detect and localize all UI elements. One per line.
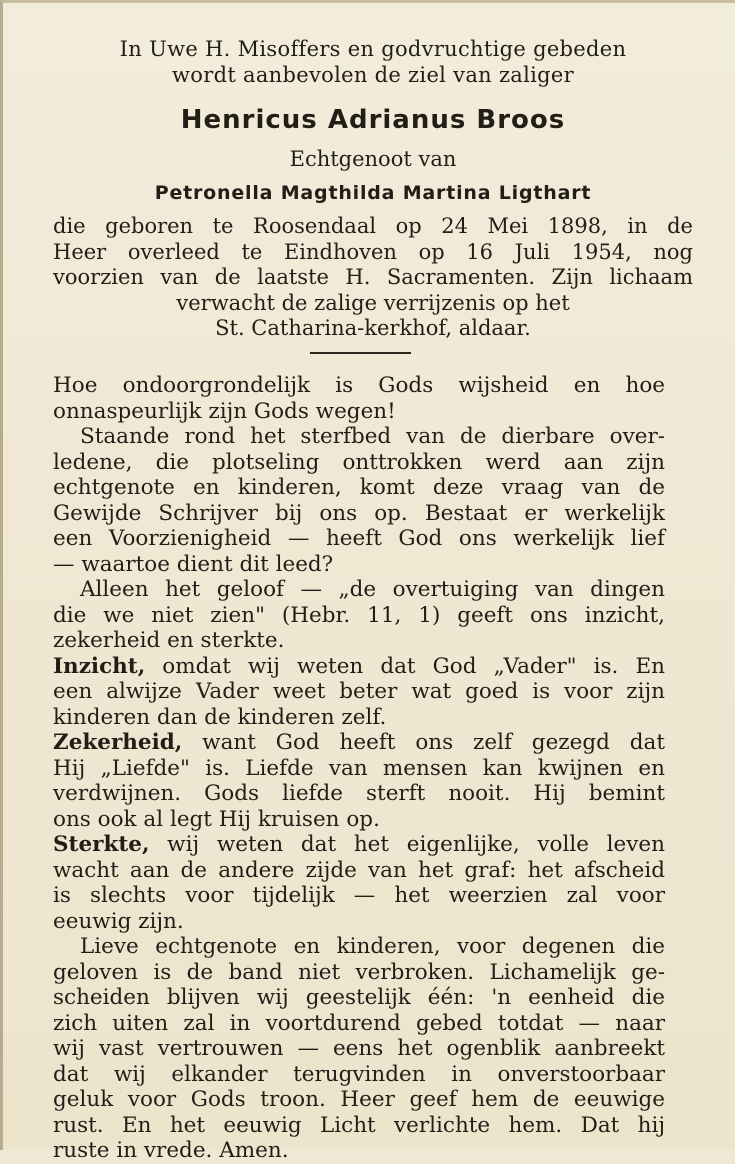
text-content: Staande rond het sterfbed van de dierbare over- — [80, 424, 665, 449]
text-line — [53, 781, 665, 807]
bio-line: die geboren te Roosendaal op 24 Mei 1898, in de — [53, 214, 693, 238]
text-content: omdat wij weten dat God „Vader" is. En — [145, 653, 665, 679]
text-content: een alwijze Vader weet beter wat goed is voor zijn — [53, 679, 665, 704]
text-content: wij vast vertrouwen — eens het ogenblik aanbreekt — [53, 1036, 665, 1061]
text-line — [53, 756, 665, 782]
text-content: dat wij elkander terugvinden in onverstoorbaar — [53, 1061, 665, 1087]
text-line — [53, 399, 665, 425]
text-content: eeuwig zijn. — [53, 908, 184, 934]
text-line — [53, 526, 665, 552]
bio-line: St. Catharina-kerkhof, aldaar. — [215, 316, 531, 340]
emphasis-word: Sterkte, — [53, 832, 150, 857]
deceased-name: Henricus Adrianus Broos — [180, 105, 566, 135]
text-line — [53, 832, 665, 858]
text-content: ons ook al legt Hij kruisen op. — [53, 806, 380, 832]
text-line — [53, 373, 665, 399]
text-line — [53, 679, 665, 705]
text-line — [53, 1087, 665, 1113]
text-content: geluk voor Gods troon. Heer geef hem de eeuwige — [53, 1087, 665, 1112]
text-content: want God heeft ons zelf gezegd dat — [182, 730, 665, 755]
text-content: is slechts voor tijdelijk — het weerzien zal voor — [53, 883, 665, 908]
emphasis-word: Zekerheid, — [53, 730, 183, 755]
text-line — [53, 577, 665, 603]
text-content: onnaspeurlijk zijn Gods wegen! — [53, 398, 396, 424]
spouse-name: Petronella Magthilda Martina Ligthart — [154, 182, 592, 204]
text-content: zich uiten zal in voortdurend gebed totdat — naar — [53, 1010, 665, 1036]
intro-line-2: wordt aanbevolen de ziel van zaliger — [172, 63, 574, 87]
text-line — [53, 1011, 665, 1037]
text-content: Alleen het geloof — „de overtuiging van dingen — [80, 577, 665, 602]
text-line — [53, 424, 665, 450]
emphasis-word: Inzicht, — [53, 653, 146, 679]
text-content: rust. En het eeuwig Licht verlichte hem. Dat hij — [53, 1112, 665, 1138]
text-content: Hoe ondoorgrondelijk is Gods wijsheid en hoe — [53, 373, 665, 398]
text-content: verdwijnen. Gods liefde sterft nooit. Hij bemint — [53, 781, 665, 806]
bio-line: voorzien van de laatste H. Sacramenten. Zijn lichaam — [53, 265, 693, 289]
text-line — [53, 1138, 665, 1164]
text-line — [53, 475, 665, 501]
text-content: zekerheid en sterkte. — [53, 628, 285, 653]
text-line — [53, 1113, 665, 1139]
text-line — [53, 705, 665, 731]
text-content: ledene, die plotseling onttrokken werd aan zijn — [53, 449, 665, 475]
meditation-text — [53, 373, 665, 1164]
text-line — [53, 1036, 665, 1062]
text-content: een Voorzienigheid — heeft God ons werkelijk lief — [53, 526, 665, 551]
spouse-intro: Echtgenoot van — [289, 147, 457, 171]
text-line — [53, 934, 665, 960]
text-content: geloven is de band niet verbroken. Lichamelijk ge- — [53, 959, 665, 985]
text-content: echtgenote en kinderen, komt deze vraag van de — [53, 475, 665, 500]
text-content: kinderen dan de kinderen zelf. — [53, 704, 387, 730]
text-line — [53, 628, 665, 654]
text-line — [53, 552, 665, 578]
text-content: wacht aan de andere zijde van het graf: het afscheid — [53, 857, 665, 883]
text-line — [53, 985, 665, 1011]
text-line — [53, 1062, 665, 1088]
intro-line-1: In Uwe H. Misoffers en godvruchtige gebeden — [119, 37, 627, 61]
text-line — [53, 654, 665, 680]
biography — [53, 214, 693, 342]
text-line — [53, 450, 665, 476]
text-line — [53, 730, 665, 756]
text-content: scheiden blijven wij geestelijk één: 'n eenheid die — [53, 985, 665, 1010]
text-line — [53, 807, 665, 833]
divider-rule — [310, 352, 411, 354]
text-line — [53, 858, 665, 884]
text-line — [53, 909, 665, 935]
text-line — [53, 883, 665, 909]
text-content: — waartoe dient dit leed? — [53, 551, 334, 577]
text-content: Gewijde Schrijver bij ons op. Bestaat er werkelijk — [53, 500, 665, 526]
text-line — [53, 501, 665, 527]
text-content: ruste in vrede. Amen. — [53, 1138, 289, 1163]
text-content: wij weten dat het eigenlijke, volle leven — [149, 832, 665, 857]
text-content: Lieve echtgenote en kinderen, voor degenen die — [80, 934, 665, 959]
text-content: Hij „Liefde" is. Liefde van mensen kan kwijnen en — [53, 755, 665, 781]
bio-line: Heer overleed te Eindhoven op 16 Juli 1954, nog — [53, 239, 693, 264]
bio-line: verwacht de zalige verrijzenis op het — [176, 290, 570, 315]
text-content: die we niet zien" (Hebr. 11, 1) geeft ons inzicht, — [53, 602, 665, 628]
text-line — [53, 603, 665, 629]
text-line — [53, 960, 665, 986]
